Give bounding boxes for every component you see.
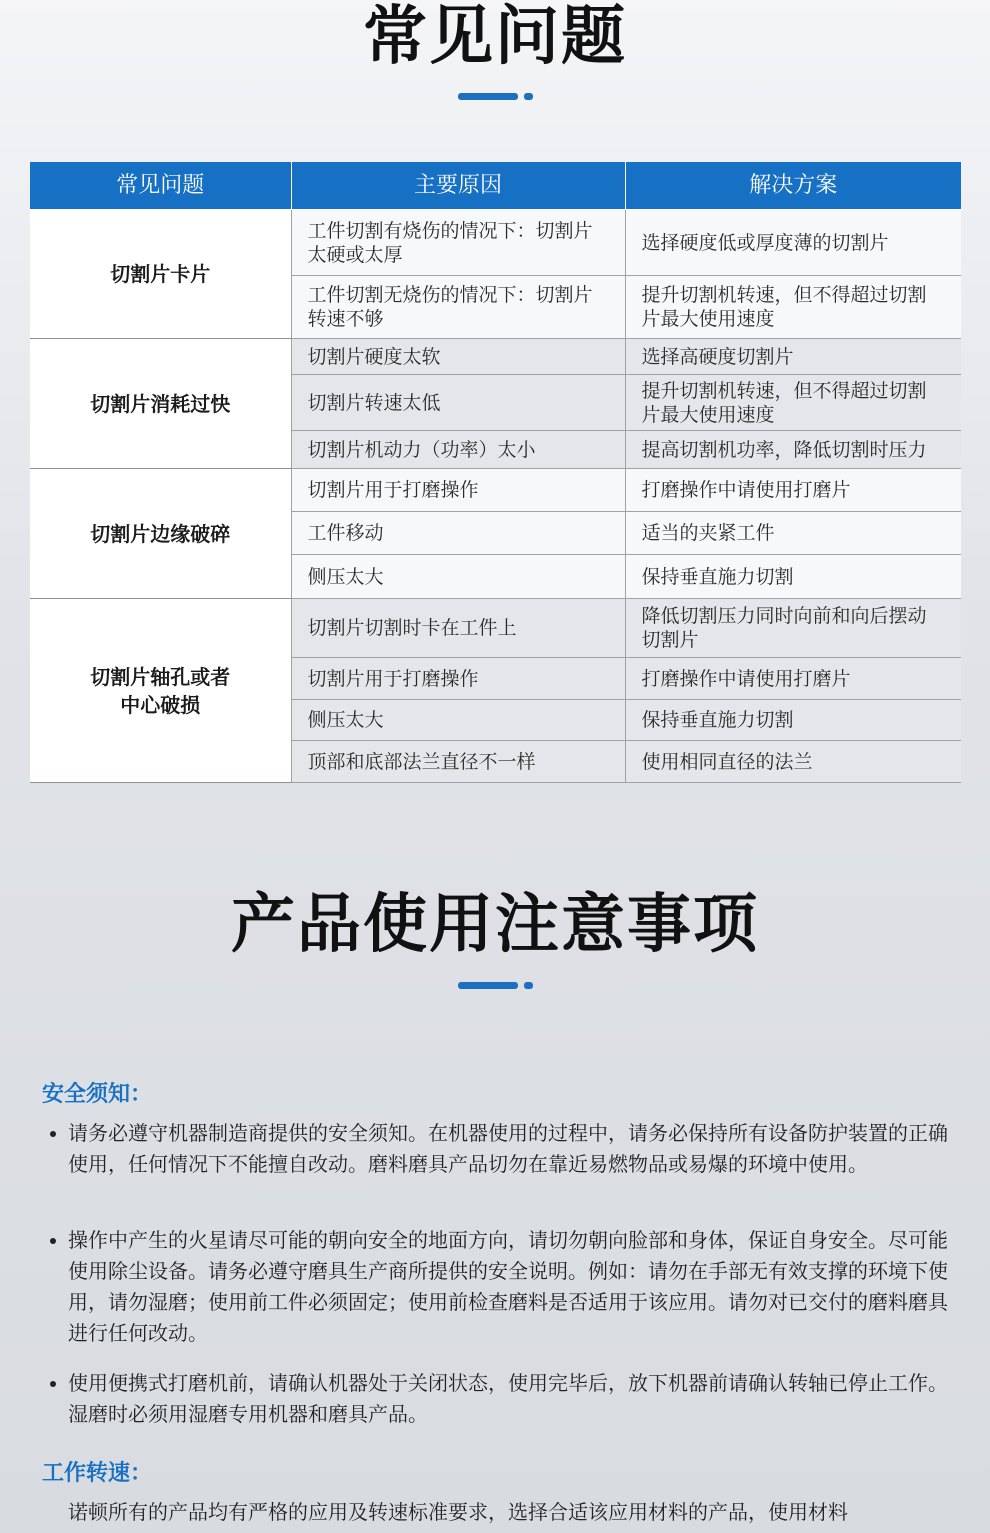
problem-cell: 切割片消耗过快 [30,339,291,469]
problem-cell: 切割片边缘破碎 [30,469,291,599]
table-row [30,210,961,276]
cause-cell: 顶部和底部法兰直径不一样 [291,741,625,783]
problem-cell: 切割片卡片 [30,210,291,339]
cause-cell: 切割片转速太低 [291,375,625,431]
solution-cell: 打磨操作中请使用打磨片 [625,469,961,512]
list-item-text: 请务必遵守机器制造商提供的安全须知。在机器使用的过程中，请务必保持所有设备防护装置的正确使用，任何情况下不能擅自改动。磨料磨具产品切勿在靠近易燃物品或易爆的环境中使用。 [68,1121,948,1176]
faq-title: 常见问题 [363,0,627,74]
list-item-text: 使用便携式打磨机前，请确认机器处于关闭状态，使用完毕后，放下机器前请确认转轴已停止工作。湿磨时必须用湿磨专用机器和磨具产品。 [68,1371,948,1426]
solution-cell: 降低切割压力同时向前和向后摆动切割片 [625,599,961,658]
solution-cell: 提升切割机转速，但不得超过切割片最大使用速度 [625,375,961,431]
solution-cell: 使用相同直径的法兰 [625,741,961,783]
underline-dot [524,93,533,100]
table-row [30,339,961,375]
list-item-text: 操作中产生的火星请尽可能的朝向安全的地面方向，请切勿朝向脸部和身体，保证自身安全。尽可能使用除尘设备。请务必遵守磨具生产商所提供的安全说明。例如：请勿在手部无有效支撑的环境下使用，请勿湿磨；使用前工件必须固定；使用前检查磨料是否适用于该应用。请勿对已交付的磨料磨具进行任何改动。 [68,1228,948,1345]
speed-paragraph: 诺顿所有的产品均有严格的应用及转速标准要求，选择合适该应用材料的产品，使用材料 [68,1500,848,1524]
cause-cell: 切割片切割时卡在工件上 [291,599,625,658]
solution-cell: 提升切割机转速，但不得超过切割片最大使用速度 [625,276,961,339]
solution-cell: 保持垂直施力切割 [625,555,961,599]
solution-cell: 适当的夹紧工件 [625,512,961,555]
underline-bar [458,93,518,100]
header-cause: 主要原因 [291,162,625,210]
cause-cell: 切割片硬度太软 [291,339,625,375]
solution-cell: 选择高硬度切割片 [625,339,961,375]
cause-cell: 切割片机动力（功率）太小 [291,431,625,469]
bullet-dot-icon [50,1131,56,1137]
cause-cell: 侧压太大 [291,555,625,599]
underline-bar [458,982,518,989]
header-problem: 常见问题 [30,162,291,210]
cause-cell: 切割片用于打磨操作 [291,469,625,512]
faq-table-header [30,162,961,210]
list-item [50,1368,950,1430]
list-item [50,1225,950,1349]
table-row [30,469,961,512]
solution-cell: 打磨操作中请使用打磨片 [625,658,961,700]
cause-cell: 工件切割无烧伤的情况下：切割片转速不够 [291,276,625,339]
solution-cell: 选择硬度低或厚度薄的切割片 [625,210,961,276]
solution-cell: 提高切割机功率，降低切割时压力 [625,431,961,469]
bullet-dot-icon [50,1238,56,1244]
list-item [50,1118,950,1180]
bullet-dot-icon [50,1381,56,1387]
cause-cell: 切割片用于打磨操作 [291,658,625,700]
problem-cell: 切割片轴孔或者中心破损 [30,599,291,783]
header-solution: 解决方案 [625,162,961,210]
faq-table [30,162,961,783]
safety-heading: 安全须知： [42,1082,153,1107]
solution-cell: 保持垂直施力切割 [625,700,961,741]
table-row [30,599,961,658]
cause-cell: 工件移动 [291,512,625,555]
notes-title: 产品使用注意事项 [231,888,759,962]
speed-heading: 工作转速： [42,1461,153,1486]
cause-cell: 工件切割有烧伤的情况下：切割片太硬或太厚 [291,210,625,276]
cause-cell: 侧压太大 [291,700,625,741]
underline-dot [524,982,533,989]
